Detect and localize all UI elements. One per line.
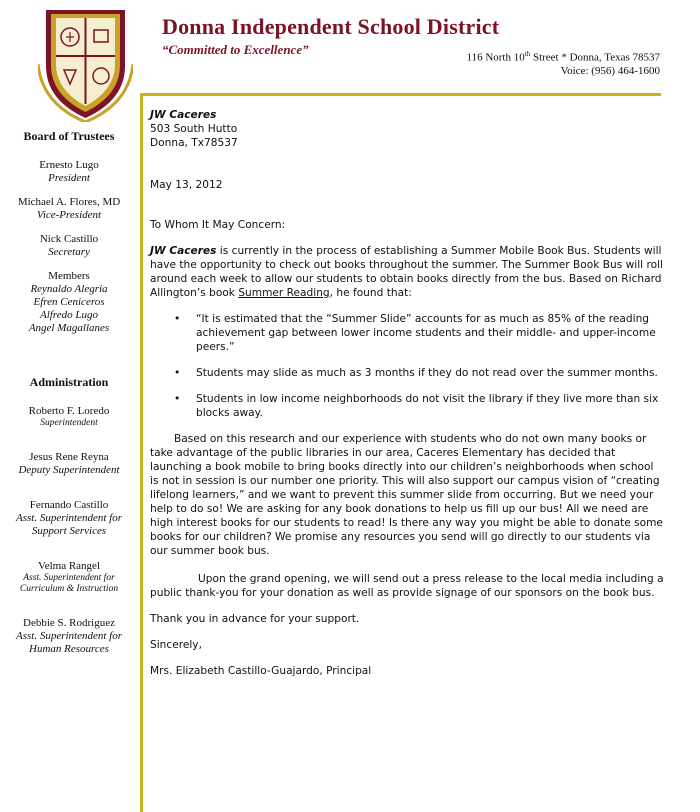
header-divider <box>140 93 661 96</box>
paragraph-grand-opening: Upon the grand opening, we will send out a press release to the local media including a public thank-you for your donation as well as provide signage of our sponsors on the book bus. <box>150 573 664 599</box>
admin-role: Asst. Superintendent for Support Services <box>15 512 123 537</box>
board-member <box>0 159 138 185</box>
board-heading: Board of Trustees <box>23 129 115 143</box>
list-item: • Students may slide as much as 3 months if they do not read over the summer months. <box>150 366 665 380</box>
sender-street: 503 South Hutto <box>150 123 238 135</box>
admin-name: Debbie S. Rodriguez <box>23 617 115 629</box>
district-motto: “Committed to Excellence” <box>162 42 309 57</box>
letter-date: May 13, 2012 <box>150 179 223 191</box>
sender-city: Donna, Tx78537 <box>150 137 238 149</box>
address-street-sup: th <box>524 50 531 58</box>
members-group <box>0 270 138 335</box>
admin-name: Fernando Castillo <box>29 499 109 511</box>
admin-role: Asst. Superintendent for Human Resources <box>15 630 123 655</box>
member-name: Reynaldo Alegria <box>30 283 108 295</box>
board-member-role: Secretary <box>48 246 90 258</box>
findings-list <box>150 312 665 420</box>
paragraph-research: Based on this research and our experience with students who do not own many books or take advantage of the public libraries in our area, Caceres Elementary has decided that launching a book mobile to bring books directly into our children’s neighborhoods when school is not in session is our number one priority. This will also support our campus vision of “creating lifelong learners,” and we want to prevent this summer slide from occurring. But we need your help to do so! We are asking for any book donations to help us fill up our bus! All we need are high interest books for our students to read! Is there any way you might be able to donate some books for our children? We promise any resources you send will go directly to our students via our summer book bus. <box>150 433 663 557</box>
intro-text-a: is currently in the process of establishing a Summer Mobile Book Bus. Students will have the opportunity to check out books throughout the summer. The Summer Book Bus will roll around each week to allow our students to obtain books directly from the bus. Based on Richard Allington’s book <box>150 245 663 299</box>
admin-member <box>0 617 138 656</box>
sidebar-divider <box>140 93 143 812</box>
address-phone: Voice: (956) 464-1600 <box>560 64 660 77</box>
admin-name: Velma Rangel <box>37 560 100 572</box>
district-address <box>466 48 660 78</box>
district-name: Donna Independent School District <box>162 14 500 39</box>
address-street-prefix: 116 North 10 <box>466 51 525 64</box>
board-member-role: President <box>48 172 90 184</box>
board-member <box>0 196 138 222</box>
admin-name: Roberto F. Loredo <box>28 405 110 417</box>
board-member-role: Vice-President <box>36 209 102 221</box>
admin-role: Deputy Superintendent <box>18 464 120 476</box>
member-name: Alfredo Lugo <box>40 309 98 321</box>
sender-name: JW Caceres <box>150 109 217 121</box>
admin-heading: Administration <box>29 375 109 389</box>
signature: Mrs. Elizabeth Castillo-Guajardo, Principal <box>150 665 372 677</box>
member-name: Angel Magallanes <box>28 322 110 334</box>
board-member-name: Ernesto Lugo <box>39 159 99 171</box>
intro-text-b: , he found that: <box>329 287 412 299</box>
admin-role: Asst. Superintendent for Curriculum & Instruction <box>19 573 119 594</box>
admin-member <box>0 405 138 429</box>
list-item: • “It is estimated that the “Summer Slide” accounts for as much as 85% of the reading achievement gap between lower income students and their middle- and upper-income peers.” <box>150 312 665 354</box>
admin-member <box>0 499 138 538</box>
paragraph-intro <box>150 244 665 300</box>
address-street-suffix: Street * Donna, Texas 78537 <box>530 51 660 64</box>
members-label: Members <box>48 270 90 282</box>
admin-member <box>0 451 138 477</box>
intro-school-name: JW Caceres <box>150 245 217 257</box>
list-item: • Students in low income neighborhoods do not visit the library if they live more than six blocks away. <box>150 392 665 420</box>
member-name: Efren Ceniceros <box>33 296 105 308</box>
sidebar <box>0 130 138 678</box>
admin-name: Jesus Rene Reyna <box>29 451 109 463</box>
closing: Sincerely, <box>150 639 202 651</box>
admin-member <box>0 560 138 595</box>
board-member-name: Michael A. Flores, MD <box>17 196 121 208</box>
salutation: To Whom It May Concern: <box>150 219 286 231</box>
board-member-name: Nick Castillo <box>39 233 99 245</box>
book-title: Summer Reading <box>238 287 330 299</box>
admin-role: Superintendent <box>40 418 98 428</box>
board-member <box>0 233 138 259</box>
district-seal-logo <box>38 4 133 122</box>
thanks-line: Thank you in advance for your support. <box>150 613 360 625</box>
letter-body <box>150 108 665 678</box>
